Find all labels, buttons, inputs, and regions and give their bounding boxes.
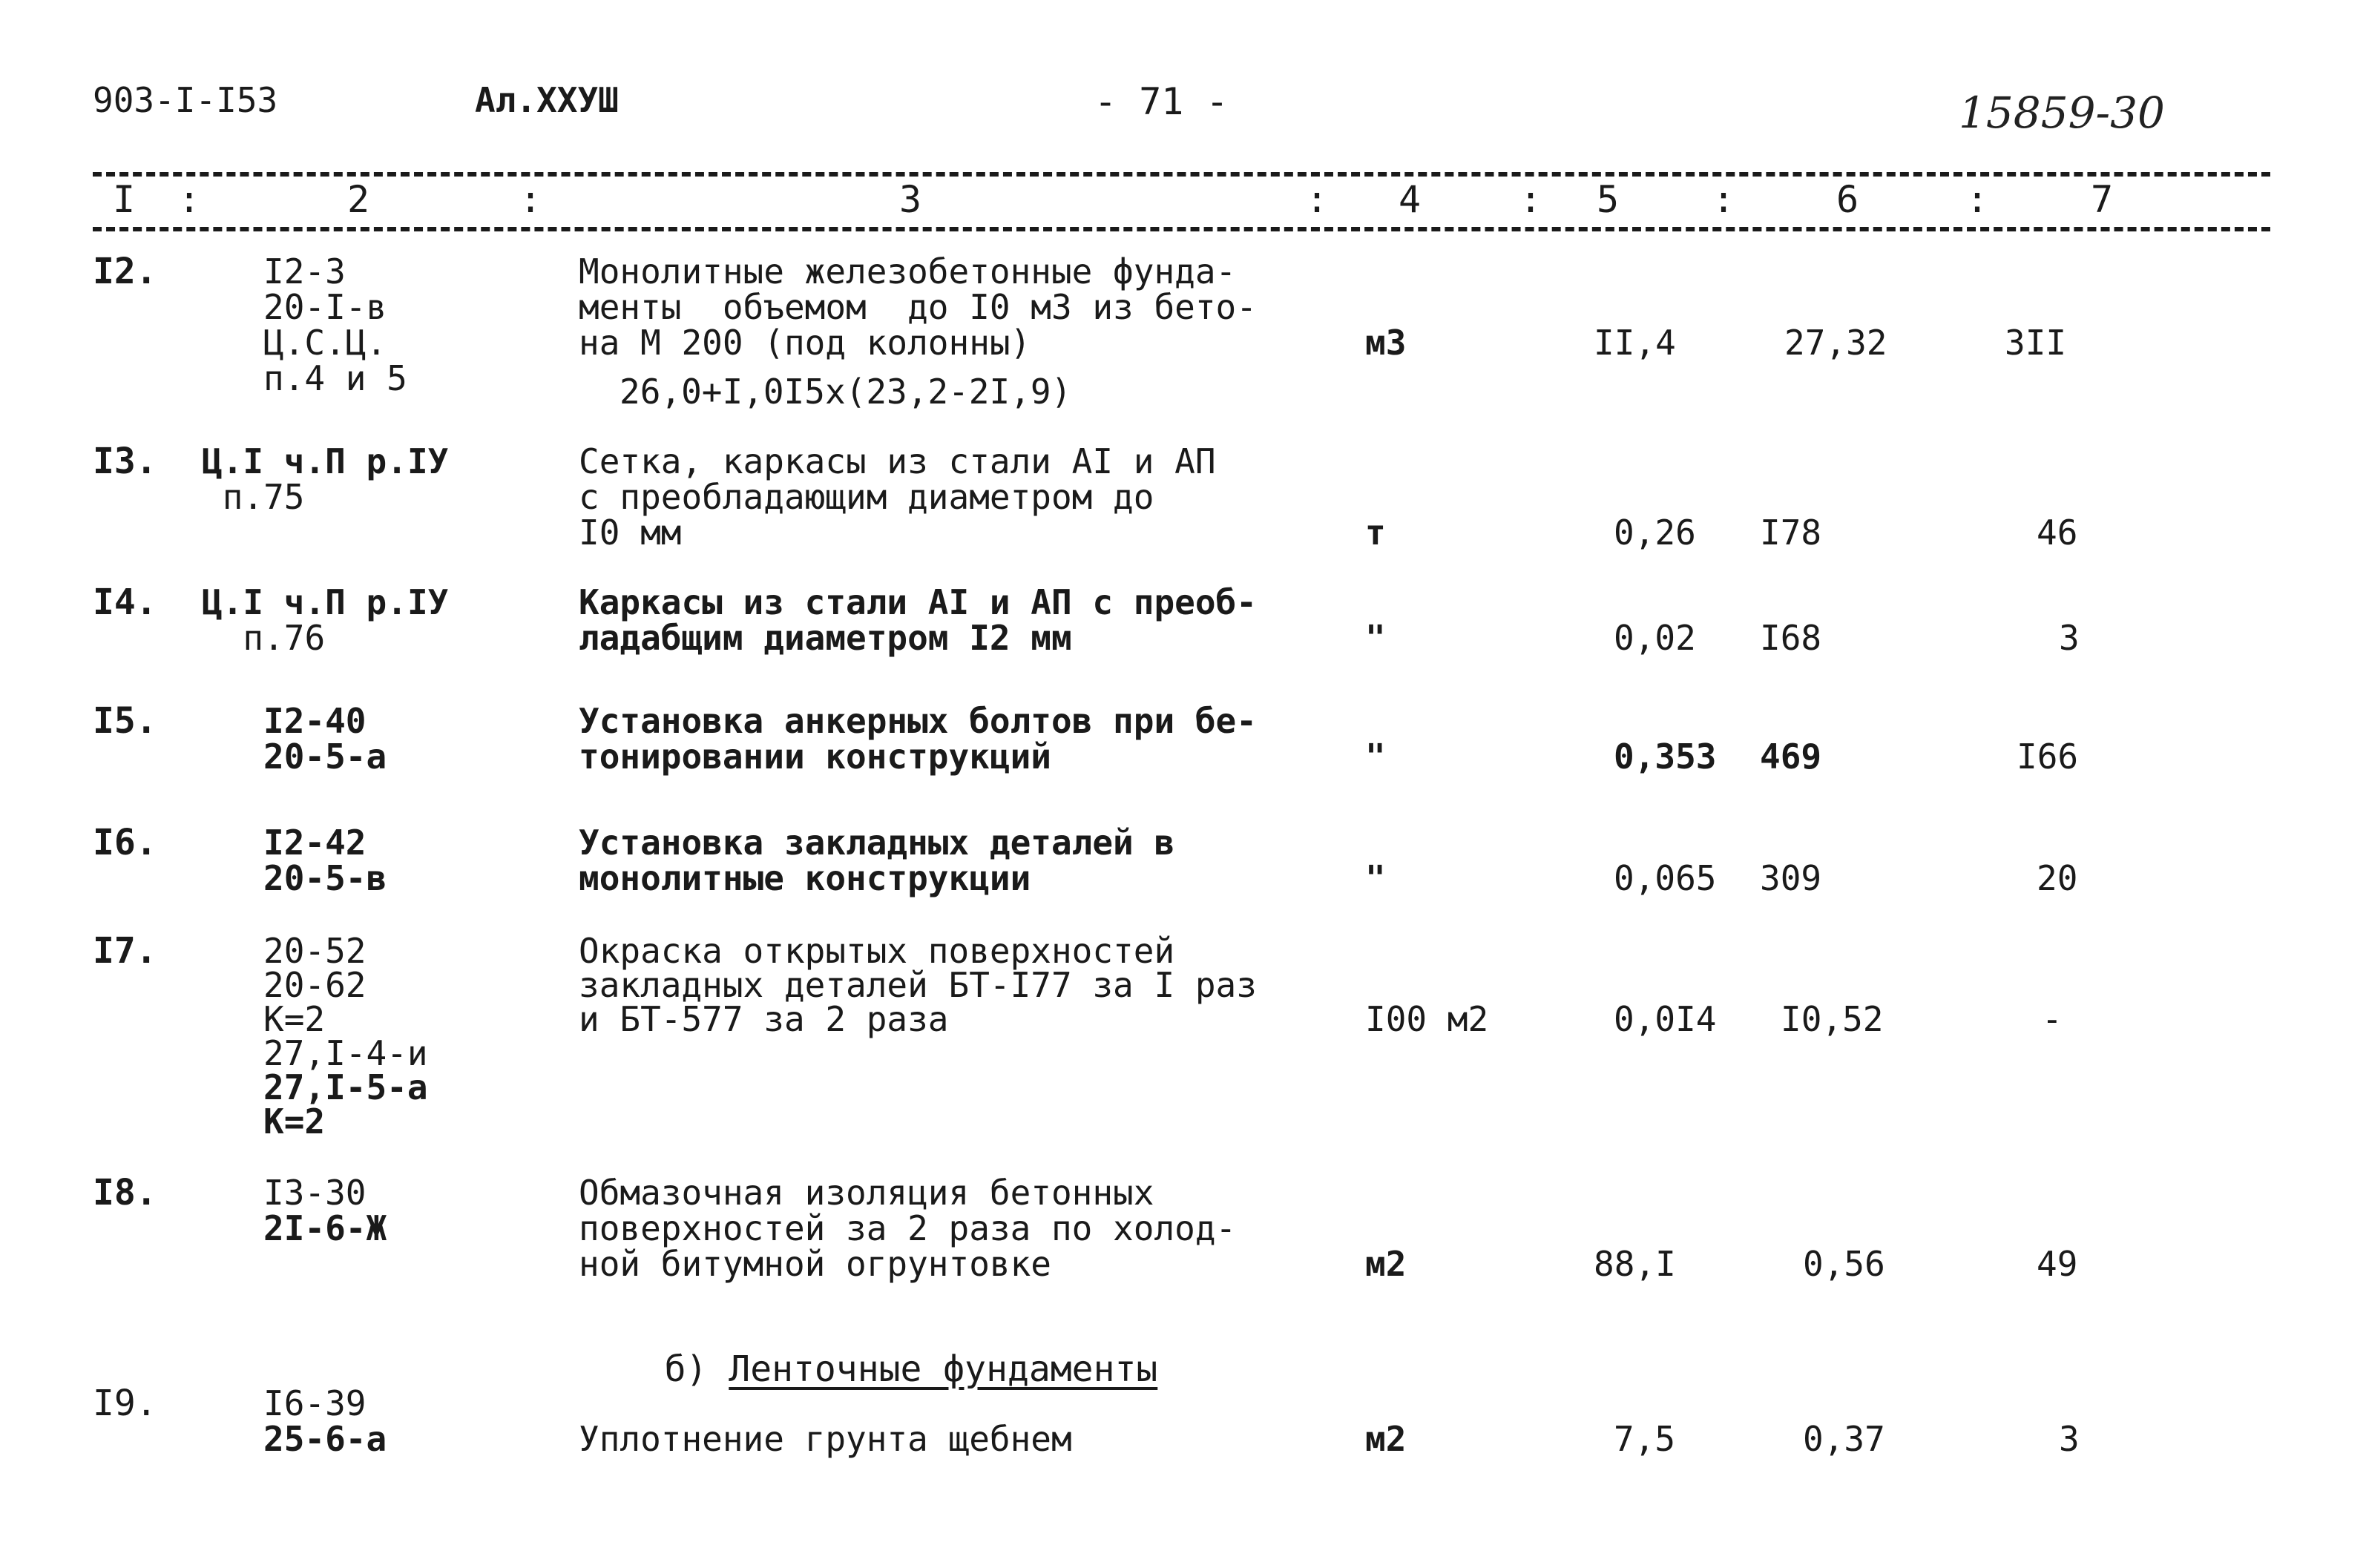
row-quantity: 88,I [1594,1244,1676,1284]
row-total: 3 [2059,1419,2080,1459]
row-quantity: 0,065 [1614,858,1717,898]
row-code: п.76 [202,618,326,658]
row-description: Окраска открытых поверхностей [579,931,1175,971]
column-header-6: 6 [1836,178,1859,221]
row-quantity: 7,5 [1614,1419,1676,1459]
row-quantity: 0,0I4 [1614,999,1717,1039]
row-total: I66 [2017,737,2079,777]
row-unit: " [1365,858,1386,898]
column-separator: : [1519,178,1542,221]
row-description: I0 мм [579,513,682,553]
column-header-7: 7 [2091,178,2114,221]
row-code: К=2 [263,999,326,1039]
row-unit: т [1365,513,1386,553]
row-code: 20-I-в [263,287,387,327]
row-code: I6-39 [263,1383,367,1423]
row-number: I5. [93,700,157,742]
row-description: Уплотнение грунта щебнем [579,1419,1072,1459]
row-description: с преобладающим диаметром до [579,477,1154,517]
column-separator: : [1712,178,1735,221]
row-total: 3 [2059,618,2080,658]
row-description: тонировании конструкций [579,737,1051,777]
row-number: I6. [93,822,157,863]
row-description: Установка закладных деталей в [579,823,1175,863]
album-number: Ал.ХХУШ [475,80,619,120]
page-number: - 71 - [1094,80,1229,123]
column-separator: : [1966,178,1989,221]
row-description: на М 200 (под колонны) [579,323,1031,363]
row-code: 20-5-а [263,737,387,777]
top-rule [93,172,2270,177]
row-number: I9. [93,1383,157,1424]
row-description: Установка анкерных болтов при бе- [579,701,1257,741]
row-quantity: 0,26 [1614,513,1696,553]
row-description: ной битумной огрунтовке [579,1244,1051,1284]
row-code: Ц.С.Ц. [263,323,387,363]
row-code: Ц.I ч.П р.IУ [202,441,449,481]
column-header-5: 5 [1597,178,1620,221]
row-description: поверхностей за 2 раза по холод- [579,1208,1237,1248]
column-header-2: 2 [347,178,370,221]
row-description: Сетка, каркасы из стали АI и АП [579,441,1216,481]
row-quantity: II,4 [1594,323,1676,363]
row-total: 3II [2005,323,2067,363]
row-description: Монолитные железобетонные фунда- [579,251,1237,291]
row-code: I2-42 [263,823,367,863]
row-price: 309 [1760,858,1822,898]
row-price: 0,37 [1803,1419,1885,1459]
row-number: I8. [93,1172,157,1213]
row-code: 2I-6-Ж [263,1208,387,1248]
row-code: п.75 [202,477,305,517]
handwritten-number: 15859-30 [1959,88,2165,138]
row-formula: 26,0+I,0I5х(23,2-2I,9) [620,372,1072,412]
row-code: I3-30 [263,1173,367,1213]
row-code: К=2 [263,1101,326,1142]
row-code: Ц.I ч.П р.IУ [202,582,449,622]
row-number: I2. [93,251,157,292]
section-title: Ленточные фундаменты [729,1348,1158,1390]
row-description: закладных деталей БТ-I77 за I раз [579,965,1257,1005]
row-description: монолитные конструкции [579,858,1031,898]
row-total: 49 [2037,1244,2078,1284]
row-code: I2-40 [263,701,367,741]
row-total: 46 [2037,513,2078,553]
row-number: I7. [93,930,157,972]
column-header-1: I [113,178,136,221]
row-code: 20-62 [263,965,367,1005]
row-unit: м2 [1365,1244,1407,1284]
row-total: - [2042,999,2063,1039]
column-separator: : [519,178,542,221]
row-description: Каркасы из стали АI и АП с преоб- [579,582,1257,622]
row-price: I0,52 [1781,999,1884,1039]
row-number: I3. [93,441,157,482]
row-price: 0,56 [1803,1244,1885,1284]
row-unit: " [1365,737,1386,777]
row-description: Обмазочная изоляция бетонных [579,1173,1154,1213]
doc-code: 903-I-I53 [93,80,278,120]
section-marker: б) [664,1348,708,1390]
row-quantity: 0,02 [1614,618,1696,658]
row-number: I4. [93,582,157,623]
header-rule [93,227,2270,231]
column-header-4: 4 [1399,178,1422,221]
row-code: 20-5-в [263,858,387,898]
row-price: I78 [1760,513,1822,553]
row-unit: м3 [1365,323,1407,363]
column-separator: : [178,178,201,221]
row-unit: м2 [1365,1419,1407,1459]
row-price: I68 [1760,618,1822,658]
row-price: 469 [1760,737,1822,777]
row-description: менты объемом до I0 м3 из бето- [579,287,1257,327]
column-separator: : [1306,178,1329,221]
section-heading [579,1311,1157,1427]
row-code: 25-6-а [263,1419,387,1459]
row-quantity: 0,353 [1614,737,1717,777]
row-description: и БТ-577 за 2 раза [579,999,949,1039]
row-unit: " [1365,618,1386,658]
row-code: 20-52 [263,931,367,971]
row-unit: I00 м2 [1365,999,1489,1039]
row-code: I2-3 [263,251,346,291]
row-price: 27,32 [1784,323,1887,363]
row-description: ладабщим диаметром I2 мм [579,618,1072,658]
row-code: п.4 и 5 [263,358,407,398]
row-code: 27,I-4-и [263,1033,428,1073]
column-header-3: 3 [899,178,922,221]
row-code: 27,I-5-а [263,1067,428,1107]
row-total: 20 [2037,858,2078,898]
